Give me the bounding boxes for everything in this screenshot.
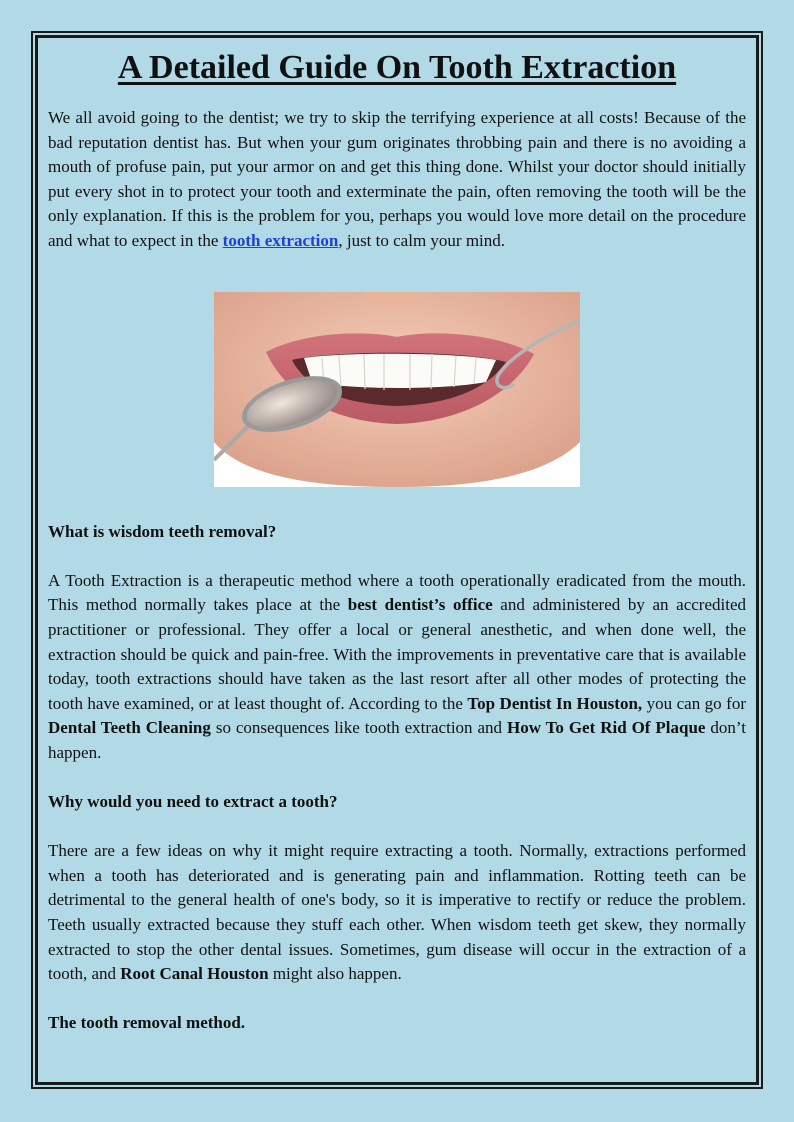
section2-text-2: might also happen. [268,964,402,984]
smile-illustration [214,292,580,487]
section1-heading: What is wisdom teeth removal? [48,521,277,541]
top-dentist-houston-bold: Top Dentist In Houston, [467,693,643,713]
best-dentist-office-bold: best dentist’s office [347,595,493,615]
dental-teeth-cleaning-bold: Dental Teeth Cleaning [48,718,211,738]
intro-text-end: , just to calm your mind. [338,230,506,250]
section1-text-2: and administered by an accredited practitioner or professional. They offer a local or general anesthetic, and when done well, the extraction should be quick and pain-free. With the improvements in preventative care that is available today, tooth extractions should have taken as the last resort after all other modes of protecting the tooth have examined, or at least thought of. According to the [48,595,746,713]
intro-paragraph [48,106,746,254]
section1-text-5: don’t happen. [48,718,746,762]
section1-text-4: so consequences like tooth extraction and [210,718,507,738]
page-title: A Detailed Guide On Tooth Extraction [117,49,677,86]
section1-text-1: A Tooth Extraction is a therapeutic method where a tooth operationally eradicated from the mouth. This method normally takes place at the [48,570,746,615]
section2-text-1: There are a few ideas on why it might require extracting a tooth. Normally, extractions performed when a tooth has deteriorated and is generating pain and inflammation. Rotting teeth can be detrimental to the general health of one's body, so it is imperative to rectify or reduce the problem. Teeth usually extracted because they stuff each other. When wisdom teeth get skew, they normally extracted to stop the other dental issues. Sometimes, gum disease will occur in the extraction of a tooth, and [48,841,746,984]
section1-text-3: you can go for [642,693,746,713]
article [48,46,746,1036]
tooth-extraction-link[interactable]: tooth extraction [222,230,339,250]
section2-heading: Why would you need to extract a tooth? [48,792,338,812]
section3-heading: The tooth removal method. [48,1013,246,1033]
root-canal-houston-bold: Root Canal Houston [120,964,269,984]
section2-paragraph [48,839,746,987]
plaque-bold: How To Get Rid Of Plaque [506,718,706,738]
intro-text: We all avoid going to the dentist; we try to skip the terrifying experience at all costs! Because of the bad reputation dentist has. But when your gum originates throbbing pain and there is no avoiding a mouth of profuse pain, put your armor on and get this thing done. Whilst your doctor should initially put every shot in to protect your tooth and exterminate the pain, often removing the tooth will be the only explanation. If this is the problem for you, perhaps you would love more detail on the procedure and what to expect in the [48,108,746,250]
hero-image-smile [214,292,580,487]
section1-paragraph [48,569,746,766]
